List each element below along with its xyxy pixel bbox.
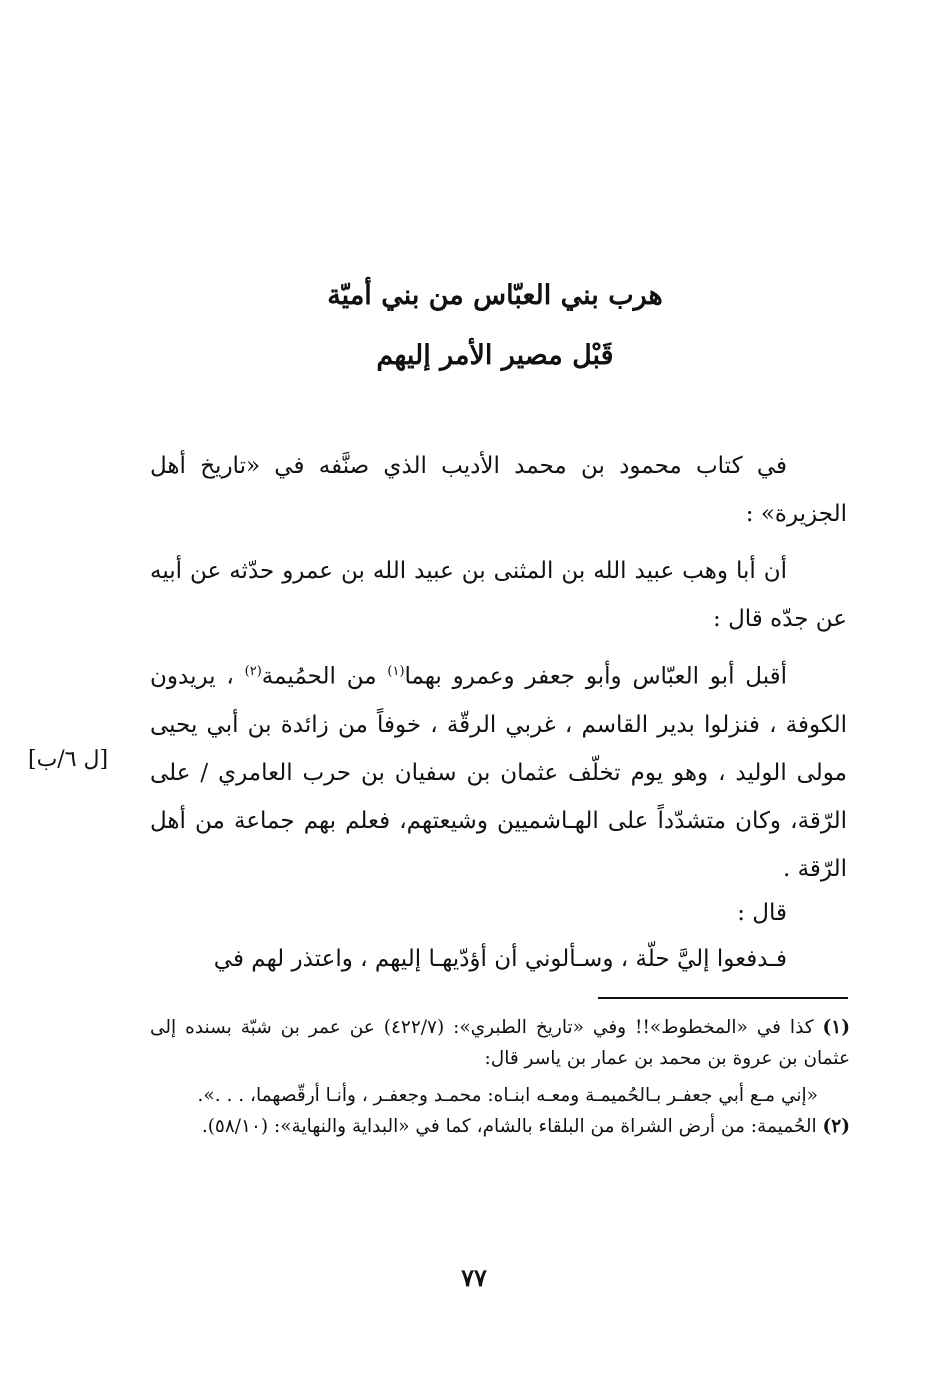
paragraph-1: في كتاب محمود بن محمد الأديب الذي صنَّفه في «تاريخ أهل الجزيرة» :: [150, 453, 847, 527]
page-number: ٧٧: [461, 1263, 487, 1292]
footnote-1-text: كذا في «المخطوط»!! وفي «تاريخ الطبري»: (٤٢٢/٧) عن عمر بن شبّة بسنده إلى عثمان بن عروة بن محمد بن عمار بن ياسر قال:: [150, 1017, 850, 1069]
footnote-2: [150, 1111, 850, 1142]
footnote-1: [150, 1012, 850, 1074]
paragraph-2: أن أبا وهب عبيد الله بن المثنى بن عبيد الله بن عمرو حدّثه عن أبيه عن جدّه قال :: [150, 558, 847, 632]
paragraph-3-part-c: ، يريدون الكوفة ، فنزلوا بدير القاسم ، غربي الرقّة ، خوفاً من زائدة بن أبي يحيى مولى الوليد ، وهو يوم تخلّف عثمان بن سفيان بن حرب العامري / على الرّقة، وكان متشدّداً على الهـاشميين وشيعتهم، فعلم بهم جماعة من أهل الرّقة .: [150, 663, 847, 882]
manuscript-folio-marker: [ل ٦/ب]: [28, 747, 109, 772]
footnote-ref-1: (١): [387, 664, 405, 679]
chapter-title-line-1: هرب بني العبّاس من بني أميّة: [327, 280, 663, 311]
paragraph-3: [150, 648, 847, 893]
footnotes: [150, 1012, 850, 1148]
footnote-1-number: (١): [822, 1017, 850, 1038]
footnote-separator: [598, 997, 848, 999]
paragraph-4: قال :: [737, 900, 787, 926]
paragraph-3-part-b: من الحمُيمة: [261, 663, 388, 690]
footnote-1-quote: «إني مـع أبي جعفـر بـالحُميمـة ومعـه ابنـاه: محمـد وجعفـر ، وأنـا أرقّصهما، . . .».: [197, 1085, 818, 1106]
footnote-2-text: الحُميمة: من أرض الشراة من البلقاء بالشام، كما في «البداية والنهاية»: (٥٨/١٠).: [201, 1116, 823, 1137]
paragraph-5: فـدفعوا إليَّ حلّة ، وسـألوني أن أؤدّيهـا إليهم ، واعتذر لهم في: [213, 946, 787, 972]
footnote-2-number: (٢): [822, 1116, 850, 1137]
chapter-title-line-2: قَبْل مصير الأمر إليهم: [376, 340, 614, 371]
paragraph-3-part-a: أقبل أبو العبّاس وأبو جعفر وعمرو بهما: [404, 663, 788, 690]
footnote-ref-2: (٢): [244, 664, 262, 679]
